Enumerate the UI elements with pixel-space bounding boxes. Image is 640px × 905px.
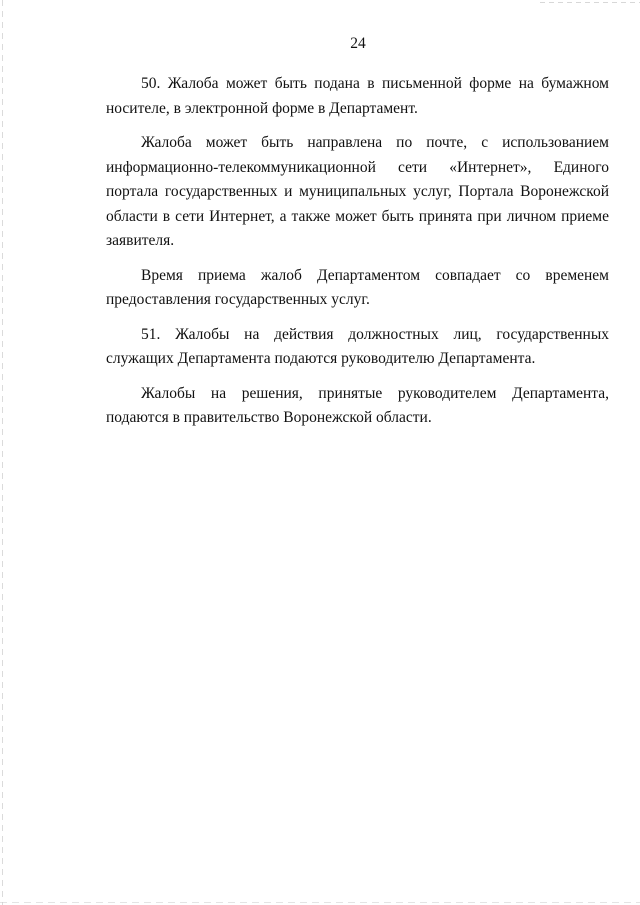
paragraph-reception-time: Время приема жалоб Департаментом совпадает со временем предоставления государственных услуг. bbox=[106, 266, 609, 308]
scan-edge-left bbox=[2, 0, 3, 905]
scan-edge-top bbox=[540, 2, 640, 3]
paragraph-head-decisions: Жалобы на решения, принятые руководителем Департамента, подаются в правительство Воронежской области. bbox=[106, 384, 609, 426]
paragraph-complaint-channels: Жалоба может быть направлена по почте, с использованием информационно-телекоммуникационной сети «Интернет», Единого портала государственных и муниципальных услуг, Портала Воронежской области в сети Интернет, а также может быть принята при личном приеме заявителя. bbox=[106, 134, 609, 249]
paragraph-50: 50. Жалоба может быть подана в письменной форме на бумажном носителе, в электронной форме в Департамент. bbox=[106, 75, 609, 117]
paragraph-51: 51. Жалобы на действия должностных лиц, государственных служащих Департамента подаются руководителю Департамента. bbox=[106, 325, 609, 367]
scan-edge-bottom bbox=[0, 902, 640, 903]
page-number: 24 bbox=[350, 35, 366, 52]
document-body bbox=[106, 72, 609, 441]
